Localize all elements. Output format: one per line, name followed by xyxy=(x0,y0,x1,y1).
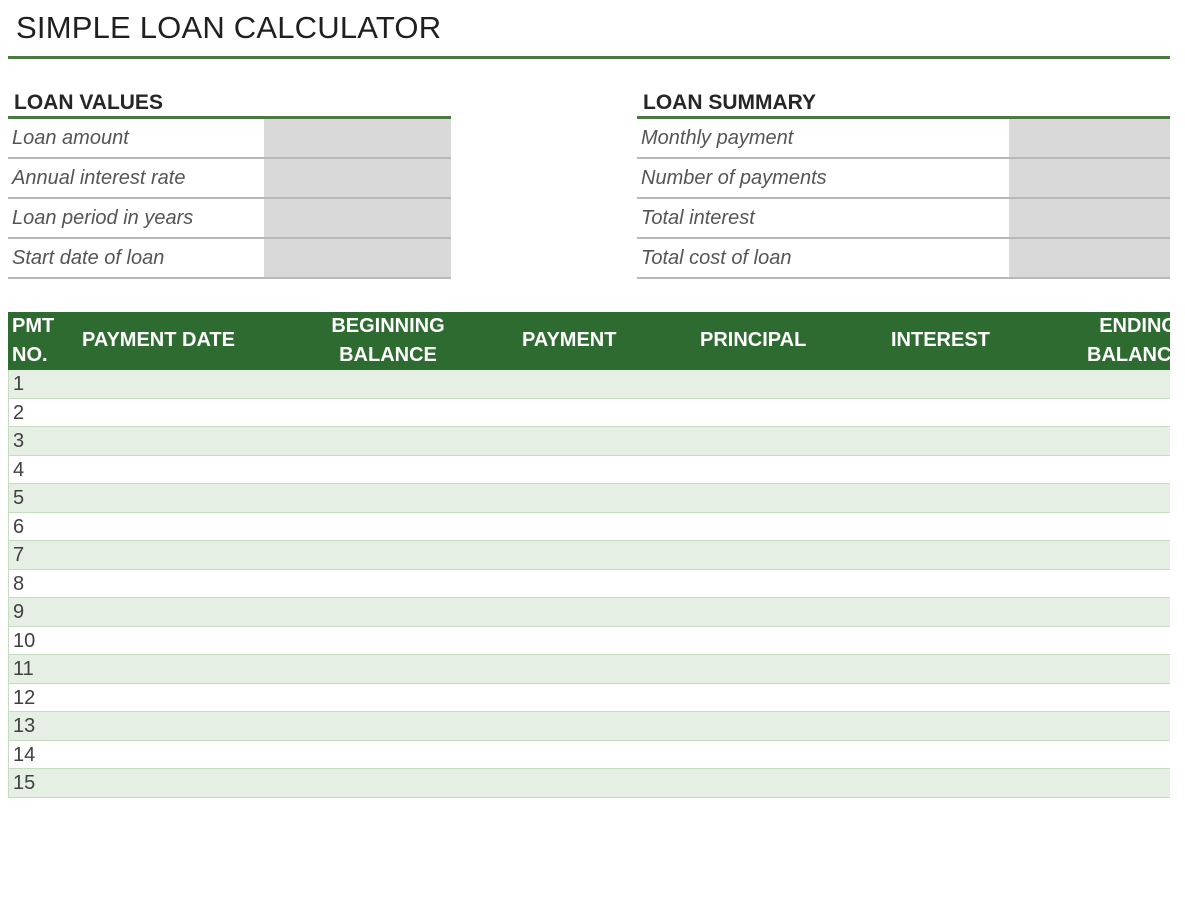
page-title: SIMPLE LOAN CALCULATOR xyxy=(16,10,442,45)
monthly-payment-row xyxy=(637,119,1170,159)
table-row[interactable] xyxy=(8,627,1170,656)
table-row[interactable] xyxy=(8,456,1170,485)
pmt-no-cell: 10 xyxy=(13,629,36,652)
schedule-header xyxy=(8,312,1185,370)
table-row[interactable] xyxy=(8,598,1170,627)
loan-period-input[interactable] xyxy=(264,199,451,237)
loan-values-heading: LOAN VALUES xyxy=(8,88,451,119)
amortization-schedule xyxy=(8,312,1185,798)
loan-amount-input[interactable] xyxy=(264,119,451,157)
header-ending-balance-text: ENDING BALANCE xyxy=(1087,315,1185,366)
header-interest[interactable]: INTEREST xyxy=(891,329,990,351)
pmt-no-cell: 13 xyxy=(13,715,36,737)
table-row[interactable] xyxy=(8,399,1170,428)
loan-values-panel xyxy=(8,88,451,279)
loan-amount-row xyxy=(8,119,451,159)
pmt-no-cell: 2 xyxy=(13,401,25,424)
start-date-label: Start date of loan xyxy=(12,247,165,269)
pmt-no-cell: 9 xyxy=(13,601,25,623)
header-ending-balance[interactable] xyxy=(1087,312,1185,370)
total-cost-cell[interactable] xyxy=(1009,239,1170,277)
pmt-no-cell: 6 xyxy=(13,515,25,538)
loan-amount-label: Loan amount xyxy=(12,127,129,149)
table-row[interactable] xyxy=(8,484,1170,513)
title-divider xyxy=(8,56,1170,59)
annual-interest-rate-input[interactable] xyxy=(264,159,451,197)
table-row[interactable] xyxy=(8,741,1170,770)
header-pmt-no[interactable]: PMT NO. xyxy=(12,315,55,366)
total-interest-cell[interactable] xyxy=(1009,199,1170,237)
monthly-payment-label: Monthly payment xyxy=(641,127,794,149)
start-date-row xyxy=(8,239,451,279)
start-date-input[interactable] xyxy=(264,239,451,277)
pmt-no-cell: 1 xyxy=(13,373,25,395)
pmt-no-cell: 4 xyxy=(13,458,25,481)
pmt-no-cell: 5 xyxy=(13,487,25,509)
pmt-no-cell: 3 xyxy=(13,430,25,452)
loan-summary-heading: LOAN SUMMARY xyxy=(637,88,1170,119)
header-principal[interactable]: PRINCIPAL xyxy=(700,329,807,351)
total-cost-label: Total cost of loan xyxy=(641,247,792,269)
table-row[interactable] xyxy=(8,570,1170,599)
pmt-no-cell: 12 xyxy=(13,686,36,709)
table-row[interactable] xyxy=(8,427,1170,456)
loan-summary-panel xyxy=(637,88,1170,279)
table-row[interactable] xyxy=(8,769,1170,798)
header-payment-date[interactable]: PAYMENT DATE xyxy=(82,329,235,351)
table-row[interactable] xyxy=(8,513,1170,542)
loan-period-row xyxy=(8,199,451,239)
pmt-no-cell: 8 xyxy=(13,572,25,595)
table-row[interactable] xyxy=(8,684,1170,713)
total-cost-row xyxy=(637,239,1170,279)
annual-interest-rate-label: Annual interest rate xyxy=(12,167,186,189)
table-row[interactable] xyxy=(8,655,1170,684)
header-beginning-balance[interactable]: BEGINNING BALANCE xyxy=(331,315,445,366)
pmt-no-cell: 11 xyxy=(13,658,34,680)
total-interest-row xyxy=(637,199,1170,239)
number-of-payments-row xyxy=(637,159,1170,199)
loan-period-label: Loan period in years xyxy=(12,207,194,229)
schedule-body xyxy=(8,370,1170,798)
pmt-no-cell: 14 xyxy=(13,743,36,766)
table-row[interactable] xyxy=(8,712,1170,741)
monthly-payment-cell[interactable] xyxy=(1009,119,1170,157)
total-interest-label: Total interest xyxy=(641,207,755,229)
pmt-no-cell: 7 xyxy=(13,544,25,566)
number-of-payments-label: Number of payments xyxy=(641,167,827,189)
table-row[interactable] xyxy=(8,541,1170,570)
pmt-no-cell: 15 xyxy=(13,772,36,794)
number-of-payments-cell[interactable] xyxy=(1009,159,1170,197)
annual-interest-rate-row xyxy=(8,159,451,199)
table-row[interactable] xyxy=(8,370,1170,399)
header-payment[interactable]: PAYMENT xyxy=(522,329,617,351)
